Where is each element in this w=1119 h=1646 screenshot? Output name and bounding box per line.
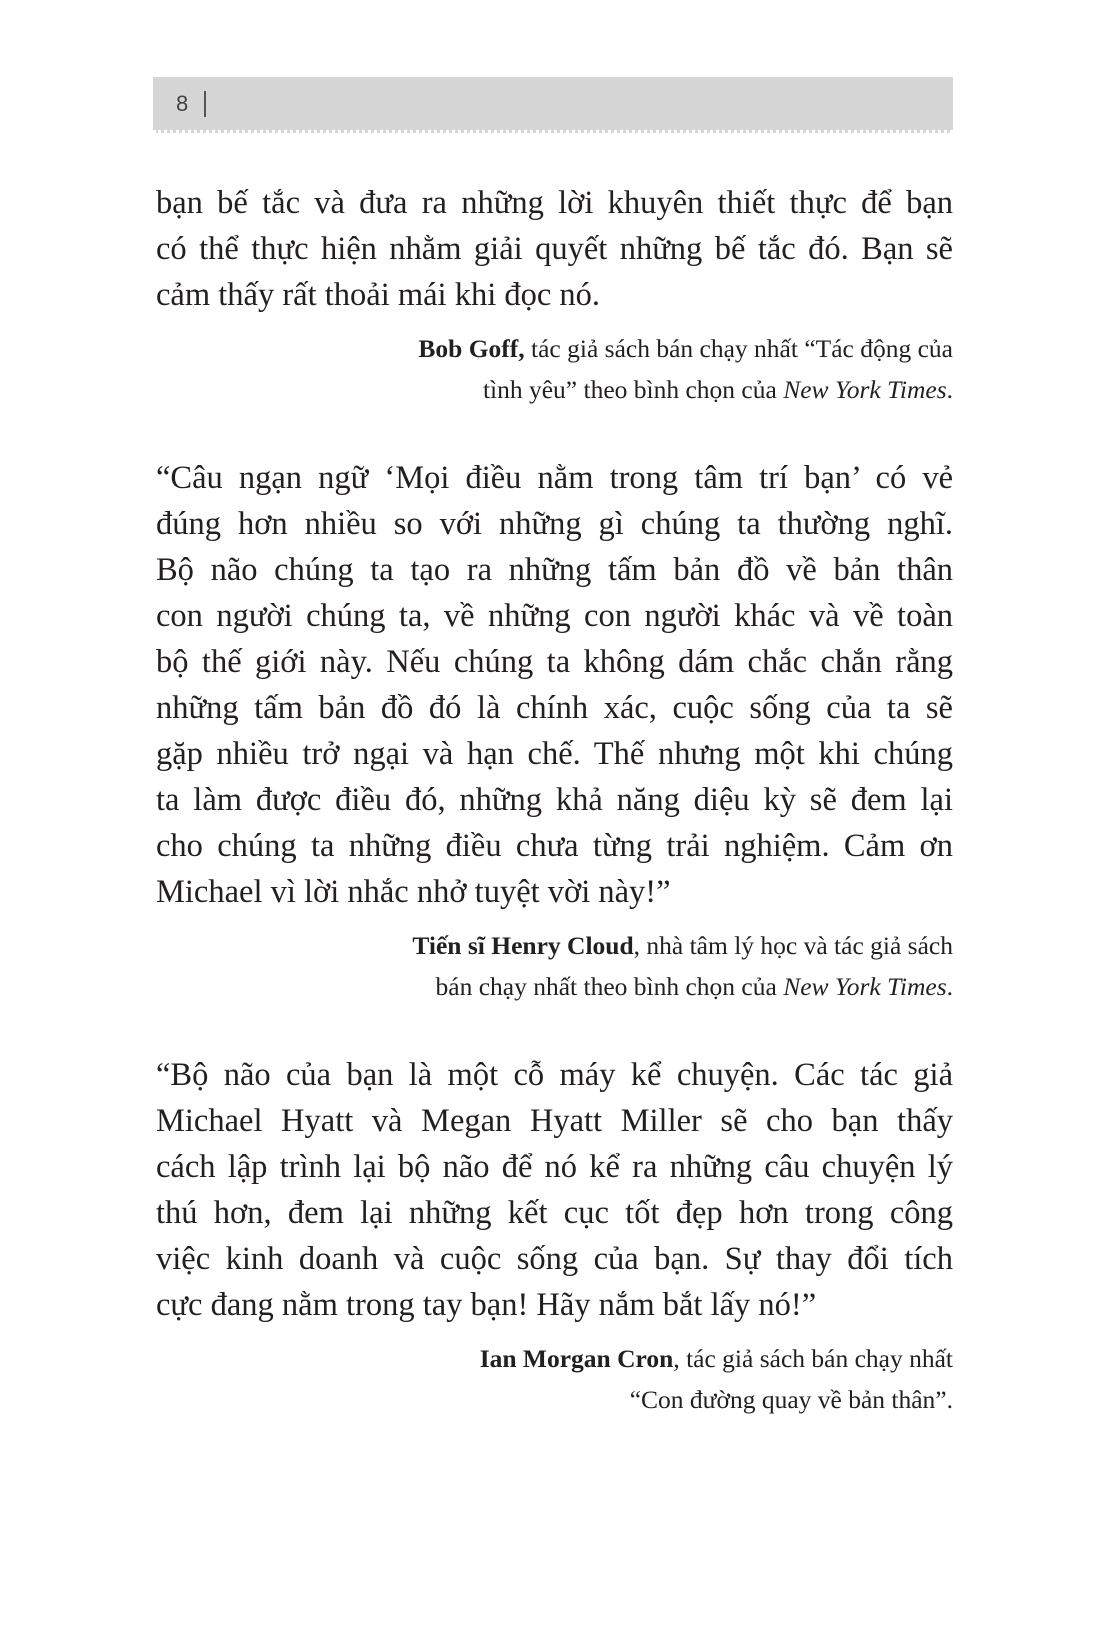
text-line: đúng hơn nhiều so với những gì chúng ta thường nghĩ. xyxy=(156,506,953,542)
endorsement-text xyxy=(156,1052,953,1328)
text-line: cảm thấy rất thoải mái khi đọc nó. xyxy=(156,277,601,313)
page-number: 8 xyxy=(176,91,190,116)
text-line: cho chúng ta những điều chưa từng trải nghiệm. Cảm ơn xyxy=(156,828,953,864)
endorsement-attribution xyxy=(156,328,953,410)
text-line: việc kinh doanh và cuộc sống của bạn. Sự thay đổi tích xyxy=(156,1241,953,1277)
text-line: có thể thực hiện nhằm giải quyết những bế tắc đó. Bạn sẽ xyxy=(156,231,953,267)
text-line: con người chúng ta, về những con người khác và về toàn xyxy=(156,598,953,634)
running-header xyxy=(153,77,953,133)
attribution-text: tác giả sách bán chạy nhất “Tác động của xyxy=(524,334,953,363)
endorsement-attribution xyxy=(156,925,953,1007)
header-separator xyxy=(204,91,206,117)
text-line: Bộ não chúng ta tạo ra những tấm bản đồ về bản thân xyxy=(156,552,953,588)
text-line: gặp nhiều trở ngại và hạn chế. Thế nhưng một khi chúng xyxy=(156,736,953,772)
author-name: Ian Morgan Cron xyxy=(479,1344,674,1373)
page-body xyxy=(156,180,953,1420)
text-line: những tấm bản đồ đó là chính xác, cuộc sống của ta sẽ xyxy=(156,690,953,726)
text-line: Michael vì lời nhắc nhở tuyệt vời này!” xyxy=(156,874,671,910)
text-line: bộ thế giới này. Nếu chúng ta không dám chắc chắn rằng xyxy=(156,644,953,680)
text-line: “Câu ngạn ngữ ‘Mọi điều nằm trong tâm trí bạn’ có vẻ xyxy=(156,460,953,496)
attribution-text: tình yêu” theo bình chọn của xyxy=(482,375,784,404)
text-line: cách lập trình lại bộ não để nó kể ra những câu chuyện lý xyxy=(156,1149,953,1185)
endorsement-attribution xyxy=(156,1338,953,1420)
author-name: Bob Goff, xyxy=(418,334,525,363)
publication-name: New York Times xyxy=(783,375,947,404)
author-name: Tiến sĩ Henry Cloud xyxy=(412,931,634,960)
publication-name: New York Times xyxy=(783,972,947,1001)
text-line: “Bộ não của bạn là một cỗ máy kể chuyện. Các tác giả xyxy=(156,1057,953,1093)
endorsement-text xyxy=(156,180,953,318)
attribution-text: , nhà tâm lý học và tác giả sách xyxy=(633,931,953,960)
text-line: Michael Hyatt và Megan Hyatt Miller sẽ cho bạn thấy xyxy=(156,1103,953,1139)
text-line: ta làm được điều đó, những khả năng diệu kỳ sẽ đem lại xyxy=(156,782,953,818)
attribution-text: bán chạy nhất theo bình chọn của xyxy=(435,972,784,1001)
attribution-end: . xyxy=(946,972,953,1001)
attribution-end: . xyxy=(946,375,953,404)
attribution-text: , tác giả sách bán chạy nhất xyxy=(673,1344,953,1373)
endorsement-text xyxy=(156,455,953,915)
text-line: bạn bế tắc và đưa ra những lời khuyên thiết thực để bạn xyxy=(156,185,953,221)
text-line: thú hơn, đem lại những kết cục tốt đẹp hơn trong công xyxy=(156,1195,953,1231)
text-line: cực đang nằm trong tay bạn! Hãy nắm bắt lấy nó!” xyxy=(156,1287,817,1323)
attribution-text: “Con đường quay về bản thân”. xyxy=(629,1385,953,1414)
